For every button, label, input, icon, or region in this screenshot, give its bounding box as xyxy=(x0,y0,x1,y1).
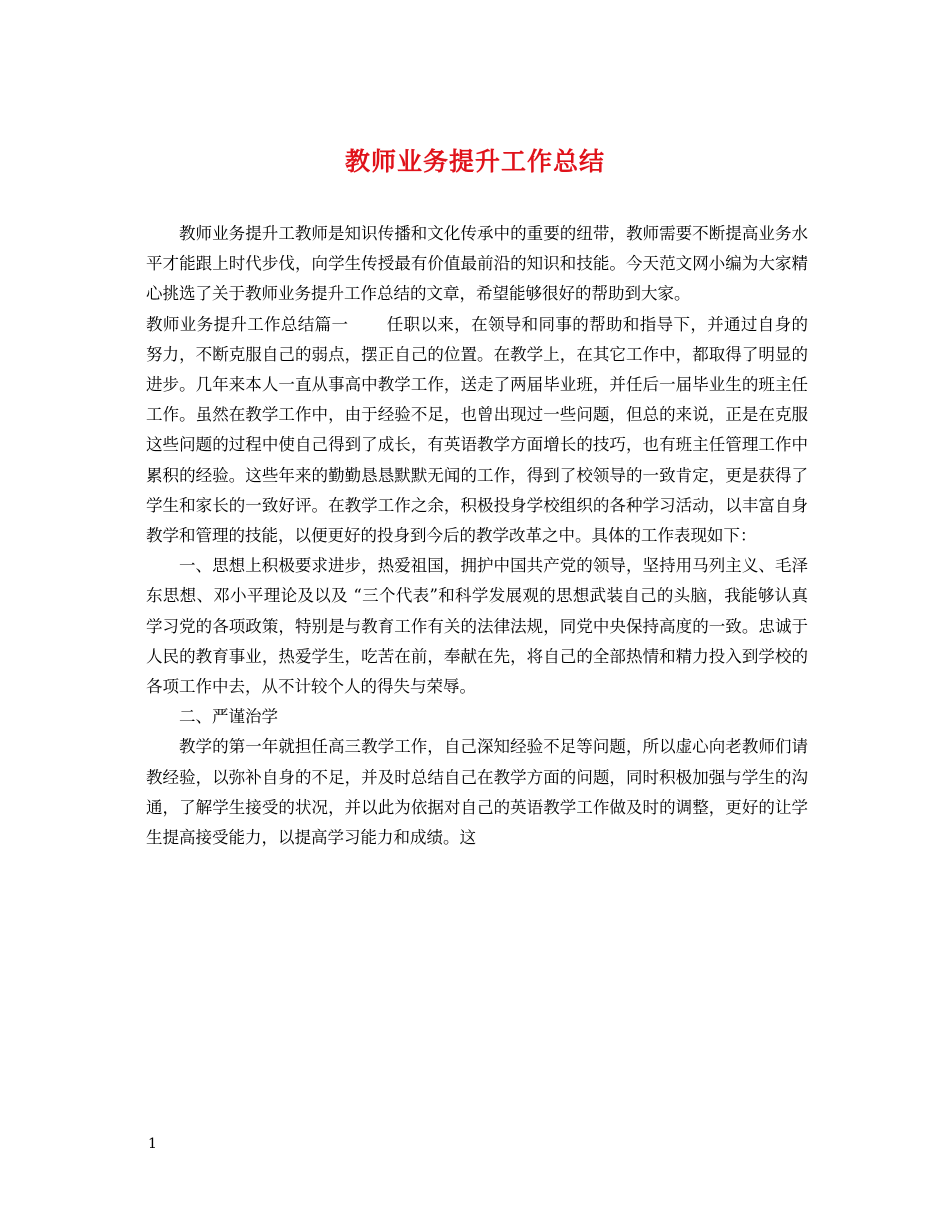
article-paragraph xyxy=(146,310,808,552)
section1-paragraph: 一、思想上积极要求进步，热爱祖国，拥护中国共产党的领导，坚持用马列主义、毛泽东思想、邓小平理论及以及 “三个代表”和科学发展观的思想武装自己的头脑，我能够认真学习党的各项政策，特别是与教育工作有关的法律法规，同党中央保持高度的一致。忠诚于人民的教育事业，热爱学生，吃苦在前，奉献在先，将自己的全部热情和精力投入到学校的各项工作中去，从不计较个人的得失与荣辱。 xyxy=(146,556,808,697)
article-label: 教师业务提升工作总结篇一 xyxy=(146,314,349,334)
intro-paragraph: 教师业务提升工教师是知识传播和文化传承中的重要的纽带，教师需要不断提高业务水平才能跟上时代步伐，向学生传授最有价值最前沿的知识和技能。今天范文网小编为大家精心挑选了关于教师业务提升工作总结的文章，希望能够很好的帮助到大家。 xyxy=(146,224,808,304)
document-title: 教师业务提升工作总结 xyxy=(344,147,605,176)
article-body: 任职以来，在领导和同事的帮助和指导下，并通过自身的努力，不断克服自己的弱点，摆正自己的位置。在教学上，在其它工作中，都取得了明显的进步。几年来本人一直从事高中教学工作，送走了两届毕业班，并任后一届毕业生的班主任工作。虽然在教学工作中，由于经验不足，也曾出现过一些问题，但总的来说，正是在克服这些问题的过程中使自己得到了成长，有英语教学方面增长的技巧，也有班主任管理工作中累积的经验。这些年来的勤勤恳恳默默无闻的工作，得到了校领导的一致肯定，更是获得了学生和家长的一致好评。在教学工作之余，积极投身学校组织的各种学习活动，以丰富自身教学和管理的技能，以便更好的投身到今后的教学改革之中。具体的工作表现如下： xyxy=(146,314,809,546)
section2-paragraph: 教学的第一年就担任高三教学工作，自己深知经验不足等问题，所以虚心向老教师们请教经验，以弥补自身的不足，并及时总结自己在教学方面的问题，同时积极加强与学生的沟通，了解学生接受的状况，并以此为依据对自己的英语教学工作做及时的调整，更好的让学生提高接受能力，以提高学习能力和成绩。这 xyxy=(146,737,808,848)
section2-heading: 二、严谨治学 xyxy=(179,707,278,727)
page-number: 1 xyxy=(148,1136,157,1152)
document-body xyxy=(146,219,808,853)
